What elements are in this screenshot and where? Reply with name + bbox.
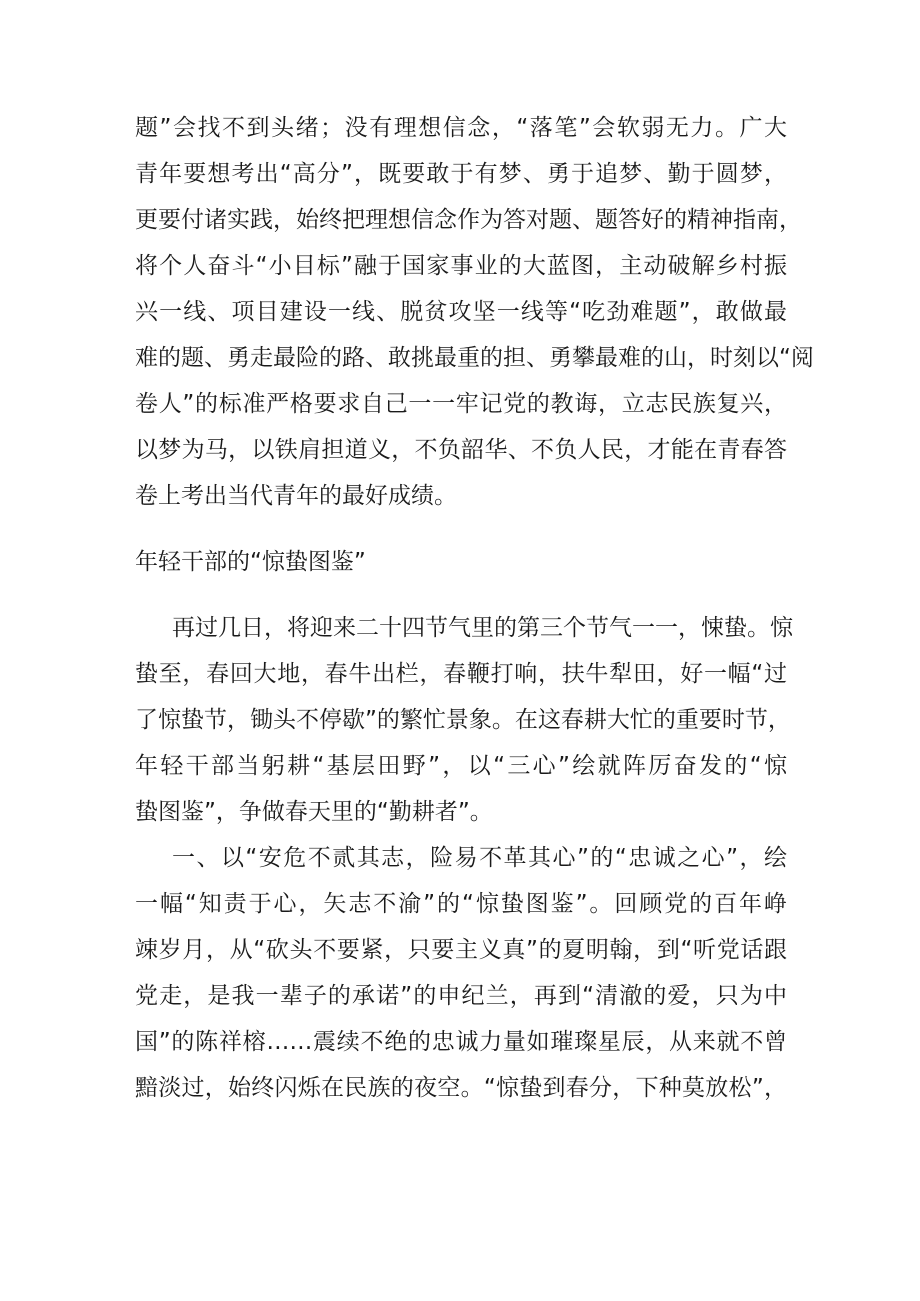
body-text-line: 再过几日，将迎来二十四节气里的第三个节气一一，悚蛰。惊 bbox=[172, 615, 793, 641]
body-text-line: 黯淡过，始终闪烁在民族的夜空。“惊蛰到春分，下种莫放松”， bbox=[135, 1075, 787, 1101]
body-text-line: 青年要想考出“高分”，既要敢于有梦、勇于追梦、勤于圆梦， bbox=[135, 161, 787, 187]
body-text-line: 卷上考出当代青年的最好成绩。 bbox=[135, 483, 457, 509]
body-text-line: 了惊蛰节，锄头不停歇”的繁忙景象。在这春耕大忙的重要时节， bbox=[135, 707, 791, 733]
body-text-line: 卷人”的标准严格要求自己一一牢记党的教诲，立志民族复兴， bbox=[135, 391, 787, 417]
body-text-line: 国”的陈祥榕……震续不绝的忠诚力量如璀璨星辰，从来就不曾 bbox=[135, 1029, 787, 1055]
body-text-line: 将个人奋斗“小目标”融于国家事业的大蓝图，主动破解乡村振 bbox=[135, 253, 787, 279]
body-text-line: 年轻干部当躬耕“基层田野”，以“三心”绘就阵厉奋发的“惊 bbox=[135, 753, 787, 779]
body-text-line: 党走，是我一辈子的承诺”的申纪兰，再到“清澈的爱，只为中 bbox=[135, 983, 787, 1009]
body-text-line: 竦岁月，从“砍头不要紧，只要主义真”的夏明翰，到“听党话跟 bbox=[135, 937, 787, 963]
body-text-line: 蛰图鉴”，争做春天里的“勤耕者”。 bbox=[135, 799, 493, 825]
body-text-line: 一、以“安危不贰其志，险易不革其心”的“忠诚之心”，绘 bbox=[172, 845, 787, 871]
body-text-line: 以梦为马，以铁肩担道义，不负韶华、不负人民，才能在青春答 bbox=[135, 437, 787, 463]
body-text-line: 兴一线、项目建设一线、脱贫攻坚一线等“吃劲难题”，敢做最 bbox=[135, 299, 787, 325]
body-text-line: 蛰至，春回大地，春牛出栏，春鞭打响，扶牛犁田，好一幅“过 bbox=[135, 661, 787, 687]
body-text-line: 更要付诸实践，始终把理想信念作为答对题、题答好的精神指南， bbox=[135, 207, 802, 233]
body-text-line: 一幅“知责于心，矢志不渝”的“惊蛰图鉴”。回顾党的百年峥 bbox=[135, 891, 787, 917]
body-text-line: 题”会找不到头绪；没有理想信念，“落笔”会软弱无力。广大 bbox=[135, 115, 787, 141]
body-text-line: 难的题、勇走最险的路、敢挑最重的担、勇攀最难的山，时刻以“阅 bbox=[135, 345, 814, 371]
section-title: 年轻干部的“惊蛰图鉴” bbox=[135, 549, 366, 575]
